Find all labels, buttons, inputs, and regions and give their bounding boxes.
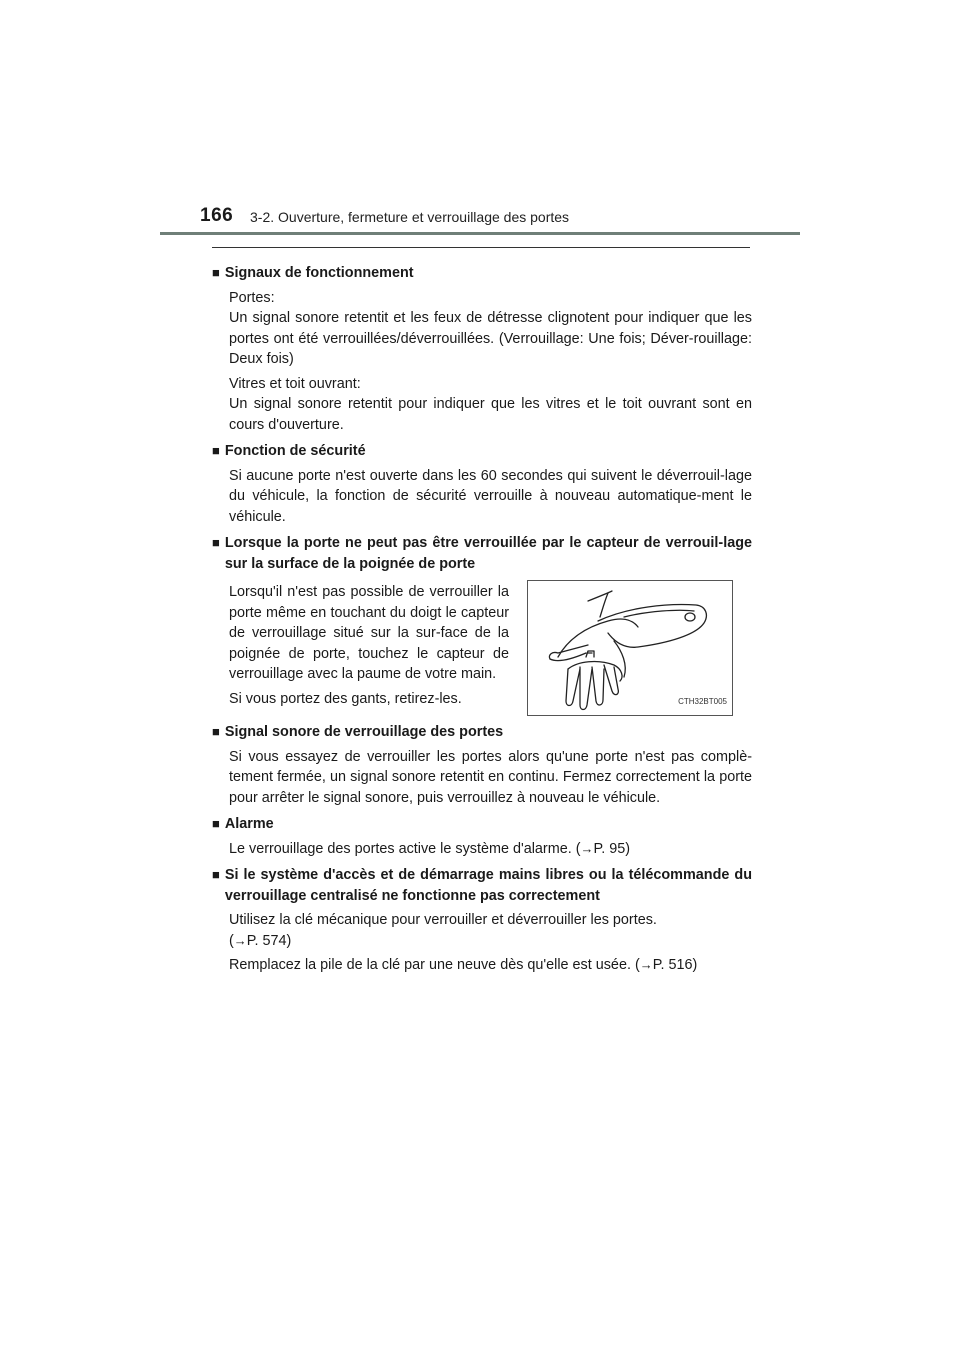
section-heading: ■ Signal sonore de verrouillage des portes [212,722,752,743]
section-heading: ■ Si le système d'accès et de démarrage mains libres ou la télécommande du verrouillage centralisé ne fonctionne pas correctement [212,865,752,906]
paragraph: Un signal sonore retentit et les feux de détresse clignotent pour indiquer que les portes ont été verrouillées/déverrouillées. (Verrouillage: Une fois; Déver-rouillage: Deux fois) [229,310,752,367]
section-heading: ■ Alarme [212,814,752,835]
text-with-figure [229,578,752,716]
paragraph: Si aucune porte n'est ouverte dans les 60 secondes qui suivent le déverrouil-lage du véhicule, la fonction de sécurité verrouille à nouveau automatique-ment le véhicule. [229,467,752,525]
square-bullet-icon: ■ [212,443,220,458]
hand-on-door-handle-figure [527,580,733,716]
paragraph: Lorsqu'il n'est pas possible de verrouiller la porte même en touchant du doigt le capteur de verrouillage situé sur la sur-face de la poignée de porte, touchez le capteur de verrouillage avec la paume de votre main. [229,584,509,682]
section-heading: ■ Fonction de sécurité [212,441,752,462]
text-column [229,578,509,716]
paragraph: Utilisez la clé mécanique pour verrouiller et déverrouiller les portes. (→P. 574) [229,912,657,949]
section-heading: ■ Signaux de fonctionnement [212,263,752,284]
square-bullet-icon: ■ [212,724,220,739]
subsection-title: Vitres et toit ouvrant: [229,375,361,392]
square-bullet-icon: ■ [212,535,220,550]
square-bullet-icon: ■ [212,816,220,831]
page-reference: P. 574 [246,932,287,949]
arrow-right-icon: → [580,840,594,856]
section-rule [212,247,750,248]
page-content [212,257,752,976]
section-heading: ■ Lorsque la porte ne peut pas être verrouillée par le capteur de verrouil-lage sur la surface de la poignée de porte [212,533,752,574]
arrow-right-icon: → [639,957,653,972]
figure-code: CTH32BT005 [678,696,727,706]
paragraph: Remplacez la pile de la clé par une neuve dès qu'elle est usée. (→P. 516) [229,957,698,973]
paragraph: Si vous essayez de verrouiller les portes alors qu'une porte n'est pas complè-tement fermée, un signal sonore retentit en continu. Fermez correctement la porte pour arrêter le signal sonore, puis verrouillez à nouveau le véhicule. [229,748,752,806]
page-reference: P. 516 [652,957,693,973]
page-number: 166 [200,205,234,226]
arrow-right-icon: → [233,932,247,948]
subsection-title: Portes: [229,289,275,306]
square-bullet-icon: ■ [212,265,220,280]
paragraph: Le verrouillage des portes active le système d'alarme. (→P. 95) [229,840,631,857]
header-rule [160,232,800,235]
paragraph: Si vous portez des gants, retirez-les. [229,690,462,707]
square-bullet-icon: ■ [212,867,220,882]
chapter-title: 3-2. Ouverture, fermeture et verrouillage des portes [250,209,570,225]
page-reference: P. 95 [593,840,626,857]
paragraph: Un signal sonore retentit pour indiquer que les vitres et le toit ouvrant sont en cours d'ouverture. [229,396,752,433]
